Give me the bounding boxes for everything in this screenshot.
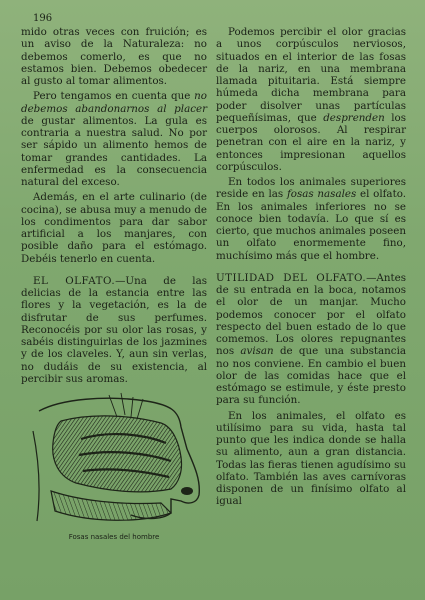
left-column [21, 26, 207, 543]
emphasis: no debemos abandonarnos al placer [21, 90, 207, 115]
paragraph: Además, en el arte culinario (de cocina), se abusa muy a menudo de los condimentos para dar sabor artificial a los manjares, con posible daño para el estómago. Debéis tenerlo en cuenta. [21, 191, 207, 265]
emphasis: desprenden [323, 111, 385, 124]
paragraph: Podemos percibir el olor gracias a unos corpúsculos nerviosos, situados en el interior de las fosas de la nariz, en una membrana llamada pituitaria. Está siempre húmeda dicha membrana para poder disolver unas partículas pequeñísimas, que desprenden los cuerpos olorosos. Al respirar penetran con el aire en la nariz, y entonces impresionan aquellos corpúsculos. [216, 26, 406, 173]
section-heading: EL OLFATO. [33, 274, 116, 287]
paragraph: En todos los animales superiores reside en las fosas nasales el olfato. En los animales inferiores no se conoce bien todavía. Lo que sí es cierto, que muchos animales poseen un olfato enormemente fino, muchísimo más que el hombre. [216, 176, 406, 262]
section-heading: UTILIDAD DEL OLFATO. [216, 271, 367, 284]
paragraph: mido otras veces con fruición; es un aviso de la Naturaleza: no debemos comerlo, es que no estamos bien. Debemos obedecer al gusto al tomar alimentos. [21, 26, 207, 87]
paragraph: EL OLFATO.—Una de las delicias de la estancia entre las flores y la vegetación, es la de disfrutar de sus perfumes. Reconocéis por su olor las rosas, y sabéis distinguirlas de los jazmines y de los claveles. Y, aun sin verlas, no dudáis de su existencia, al percibir sus aromas. [21, 274, 207, 385]
paragraph: En los animales, el olfato es utilísimo para su vida, hasta tal punto que les indica donde se halla su alimento, aun a gran distancia. Todas las fieras tienen agudísimo su olfato. También las aves carnívoras disponen de un finísimo olfato al igual [216, 409, 406, 508]
paragraph: Pero tengamos en cuenta que no debemos abandonarnos al placer de gustar alimentos. La gula es contraria a nuestra salud. No por ser sápido un alimento hemos de tomar grandes cantidades. La enfermedad es la consecuencia natural del exceso. [21, 90, 207, 188]
emphasis: fosas nasales [286, 188, 357, 201]
figure-caption: Fosas nasales del hombre [68, 532, 160, 541]
emphasis: avisan [240, 345, 274, 358]
right-column [216, 26, 406, 511]
paragraph: UTILIDAD DEL OLFATO.—Antes de su entrada en la boca, notamos el olor de un manjar. Mucho podemos conocer por el olfato respecto del buen estado de lo que comemos. Los olores repugnantes nos avisan de que una substancia no nos conviene. En cambio el buen olor de las comidas hace que el estómago se estimule, y éste presto para su función. [216, 271, 406, 407]
page-number: 196 [33, 13, 53, 24]
nasal-anatomy-drawing [21, 391, 207, 531]
nasal-cavity-illustration [21, 391, 207, 543]
